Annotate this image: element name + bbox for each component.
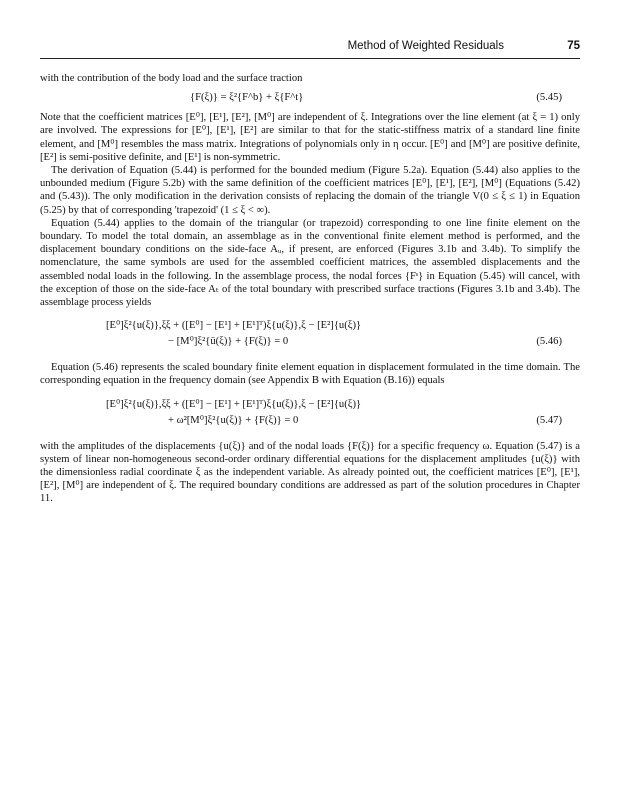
running-header [40,40,580,59]
equation-5-46-line-2: − [M⁰]ξ²{ü(ξ)} + {F(ξ)} = 0 [168,336,289,348]
paragraph-3: The derivation of Equation (5.44) is performed for the bounded medium (Figure 5.2a). Equation (5.44) also applies to the unbounded medium (Figure 5.2b) with the same definition of the coefficient matrices [E⁰], [E¹], [E²], [M⁰] (Equations (5.42) and (5.43)). The only modification in the derivation consists of replacing the domain of the triangle V(0 ≤ ξ ≤ 1) in Equation (5.25) by that of corresponding 'trapezoid' (1 ≤ ξ < ∞). [40,165,580,216]
equation-5-47-line-2: + ω²[M⁰]ξ²{u(ξ)} + {F(ξ)} = 0 [168,414,299,426]
paragraph-4: Equation (5.44) applies to the domain of the triangular (or trapezoid) corresponding to one line finite element on the boundary. To model the total domain, an assemblage as in the conventional finite element method is performed, and the displacement boundary conditions on the side-face Aᵤ, if present, are enforced (Figures 3.1b and 3.4b). To simplify the nomenclature, the same symbols are used for the assembled coefficient matrices, the assembled displacements and the assembled nodal loads in the following. In the assemblage process, the nodal forces {Fˢ} in Equation (5.45) will cancel, with the exception of those on the side-face Aₜ of the total boundary with prescribed surface tractions (Figures 3.1b and 3.4b). The assemblage process yields [40,217,580,309]
paragraph-1: with the contribution of the body load and the surface traction [40,73,303,84]
equation-5-47-line-1: [E⁰]ξ²{u(ξ)},ξξ + ([E⁰] − [E¹] + [E¹]ᵀ)ξ{u(ξ)},ξ − [E²]{u(ξ)} [106,398,362,410]
equation-5-46-number: (5.46) [536,336,562,348]
paragraph-5: Equation (5.46) represents the scaled boundary finite element equation in displacement formulated in the time domain. The corresponding equation in the frequency domain (see Appendix B with Equation (B.16)) equals [40,362,580,387]
equation-5-45 [40,85,580,111]
body-text [40,72,580,506]
equation-5-46 [40,315,580,355]
paragraph-6: with the amplitudes of the displacements {u(ξ)} and of the nodal loads {F(ξ)} for a specific frequency ω. Equation (5.47) is a system of linear non-homogeneous second-order ordinary differential equations for the displacement amplitudes {u(ξ)} with the dimensionless radial coordinate ξ as the independent variable. As already pointed out, the coefficient matrices [E⁰], [E¹], [E²], [M⁰] are independent of ξ. The required boundary conditions are addressed as part of the solution procedures in Chapter 11. [40,440,580,505]
equation-5-45-number: (5.45) [536,92,562,104]
running-title: Method of Weighted Residuals [347,40,504,52]
equation-5-47-number: (5.47) [536,414,562,426]
page-number: 75 [567,40,580,52]
equation-5-46-line-1: [E⁰]ξ²{u(ξ)},ξξ + ([E⁰] − [E¹] + [E¹]ᵀ)ξ{u(ξ)},ξ − [E²]{u(ξ)} [106,320,362,332]
equation-5-45-expr: {F(ξ)} = ξ²{F^b} + ξ{F^t} [190,92,304,104]
paragraph-2: Note that the coefficient matrices [E⁰], [E¹], [E²], [M⁰] are independent of ξ. Integrations over the line element (at ξ = 1) only are involved. The expressions for [E⁰], [E¹], [E²] are similar to that for the static-stiffness matrix of a standard line finite element, and [M⁰] resembles the mass matrix. Integrations of polynomials only in η occur. [E⁰] and [M⁰] are positive definite, [E²] is semi-positive definite, and [E¹] is non-symmetric. [40,112,580,163]
equation-5-47 [40,394,580,434]
